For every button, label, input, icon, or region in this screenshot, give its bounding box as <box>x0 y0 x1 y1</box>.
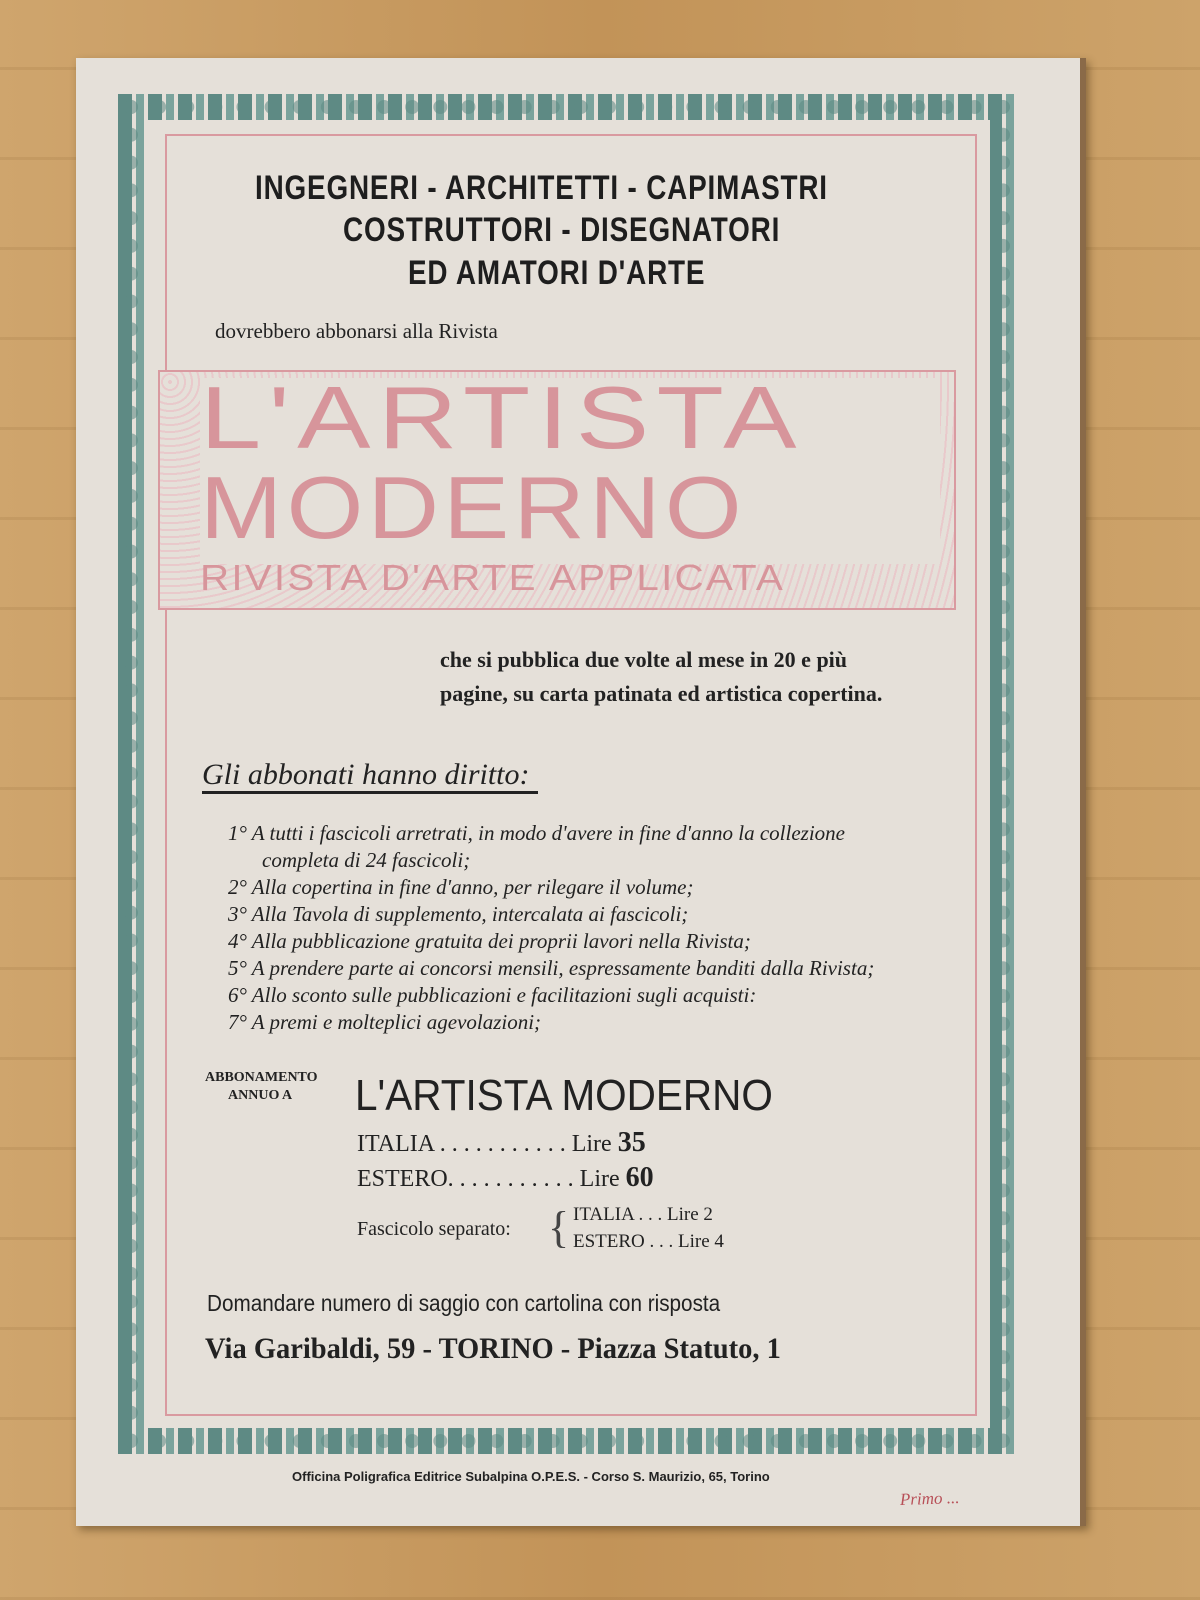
price-italia: ITALIA . . . . . . . . . . . Lire 35 <box>357 1127 646 1158</box>
logo-line-1: L'ARTISTA <box>200 368 805 467</box>
single-issue-label: Fascicolo separato: <box>357 1218 511 1240</box>
benefit-item: completa di 24 fascicoli; <box>262 848 471 872</box>
brace: { <box>548 1203 570 1252</box>
single-issue-italia: ITALIA . . . Lire 2 <box>573 1204 713 1225</box>
subscription-label-2: ANNUO A <box>228 1088 293 1103</box>
price-estero: ESTERO. . . . . . . . . . . Lire 60 <box>357 1162 654 1193</box>
benefit-item: 7° A premi e molteplici agevolazioni; <box>228 1010 542 1034</box>
logo-line-2: MODERNO <box>200 458 747 557</box>
description-line-2: pagine, su carta patinata ed artistica copertina. <box>440 681 883 706</box>
benefit-item: 6° Allo sconto sulle pubblicazioni e facilitazioni sugli acquisti: <box>228 983 757 1007</box>
address: Via Garibaldi, 59 - TORINO - Piazza Statuto, 1 <box>205 1332 781 1365</box>
logo-subtitle: RIVISTA D'ARTE APPLICATA <box>200 557 786 598</box>
intro-text: dovrebbero abbonarsi alla Rivista <box>215 319 498 343</box>
benefit-item: 5° A prendere parte ai concorsi mensili, espressamente banditi dalla Rivista; <box>228 956 875 980</box>
handwritten-note: Primo ... <box>899 1487 960 1510</box>
request-text: Domandare numero di saggio con cartolina con risposta <box>207 1290 721 1316</box>
benefit-item: 1° A tutti i fascicoli arretrati, in modo d'avere in fine d'anno la collezione <box>228 821 846 845</box>
printer-credit: Officina Poligrafica Editrice Subalpina O.P.E.S. - Corso S. Maurizio, 65, Torino <box>292 1469 770 1484</box>
subscription-title: L'ARTISTA MODERNO <box>355 1071 773 1120</box>
benefit-item: 4° Alla pubblicazione gratuita dei proprii lavori nella Rivista; <box>228 929 751 953</box>
heading-line-3: ED AMATORI D'ARTE <box>408 254 706 292</box>
benefits-title: Gli abbonati hanno diritto: <box>202 758 538 794</box>
benefit-item: 2° Alla copertina in fine d'anno, per rilegare il volume; <box>228 875 694 899</box>
heading-line-1: INGEGNERI - ARCHITETTI - CAPIMASTRI <box>255 169 828 207</box>
benefit-item: 3° Alla Tavola di supplemento, intercalata ai fascicoli; <box>228 902 689 926</box>
single-issue-estero: ESTERO . . . Lire 4 <box>573 1231 724 1252</box>
subscription-label-1: ABBONAMENTO <box>205 1070 318 1085</box>
heading-line-2: COSTRUTTORI - DISEGNATORI <box>343 211 781 249</box>
description-line-1: che si pubblica due volte al mese in 20 e più <box>440 647 848 672</box>
